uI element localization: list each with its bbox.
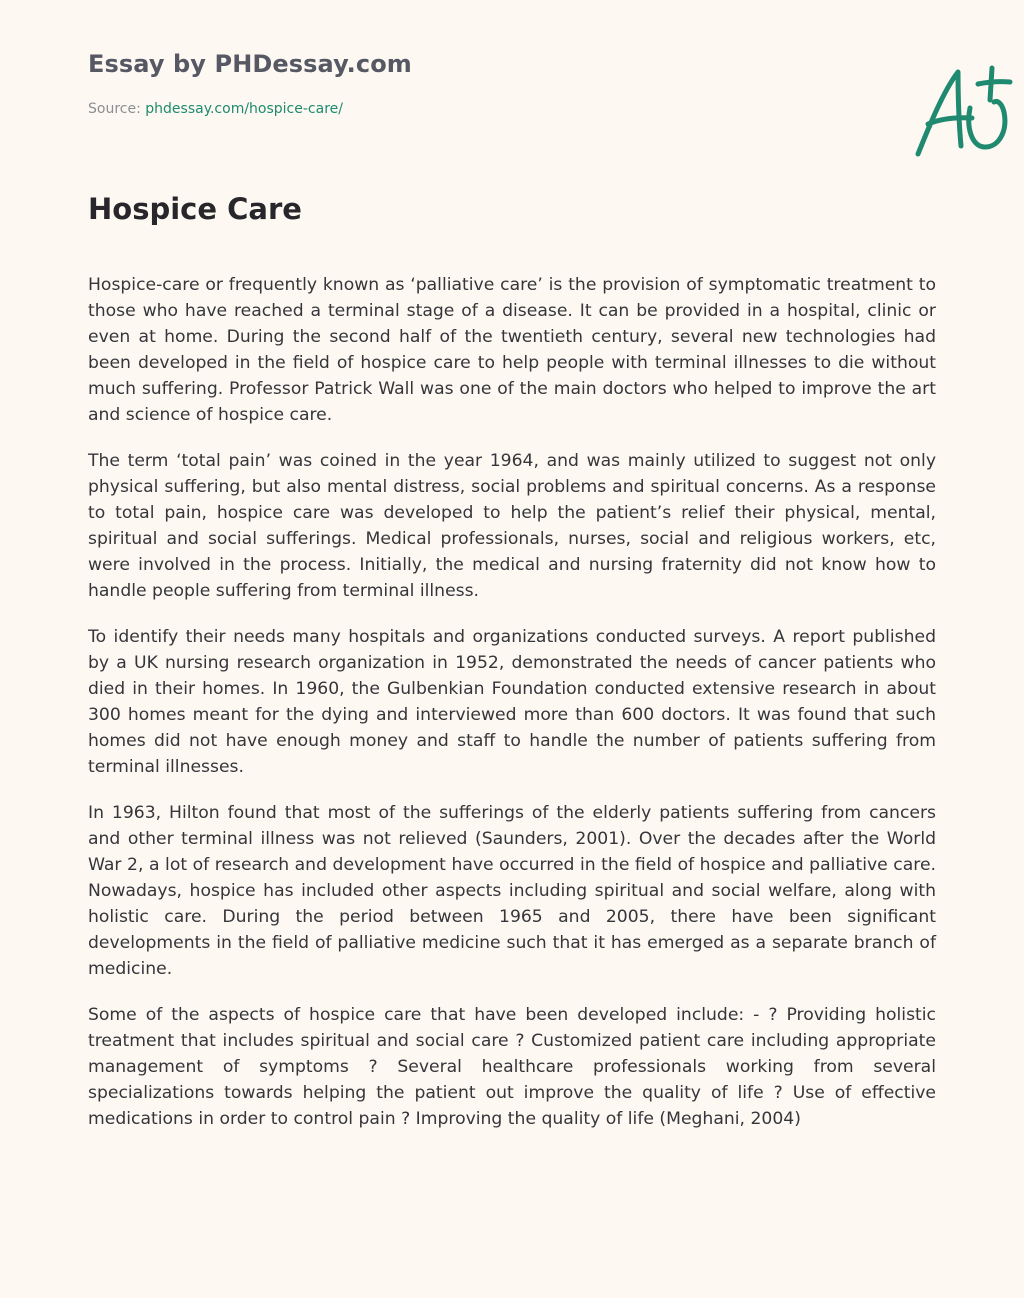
essay-title: Hospice Care [88, 192, 302, 226]
paragraph: The term ‘total pain’ was coined in the year 1964, and was mainly utilized to suggest not only physical suffering, but also mental distress, social problems and spiritual concerns. As a response to total pain, hospice care was developed to help the patient’s relief their physical, mental, spiritual and social sufferings. Medical professionals, nurses, social and religious workers, etc, were involved in the process. Initially, the medical and nursing fraternity did not know how to handle people suffering from terminal illness. [88, 451, 936, 601]
source-link[interactable]: phdessay.com/hospice-care/ [145, 101, 343, 117]
paragraph: To identify their needs many hospitals and organizations conducted surveys. A report published by a UK nursing research organization in 1952, demonstrated the needs of cancer patients who died in their homes. In 1960, the Gulbenkian Foundation conducted extensive research in about 300 homes meant for the dying and interviewed more than 600 doctors. It was found that such homes did not have enough money and staff to handle the number of patients suffering from terminal illnesses. [88, 627, 936, 777]
paragraph: In 1963, Hilton found that most of the sufferings of the elderly patients suffering from cancers and other terminal illness was not relieved (Saunders, 2001). Over the decades after the World War 2, a lot of research and development have occurred in the field of hospice and palliative care. Nowadays, hospice has included other aspects including spiritual and social welfare, along with holistic care. During the period between 1965 and 2005, there have been significant developments in the field of palliative medicine such that it has emerged as a separate branch of medicine. [88, 803, 936, 979]
essay-body [88, 272, 936, 1152]
paragraph: Some of the aspects of hospice care that have been developed include: - ? Providing holistic treatment that includes spiritual and social care ? Customized patient care including appropriate management of symptoms ? Several healthcare professionals working from several specializations towards helping the patient out improve the quality of life ? Use of effective medications in order to control pain ? Improving the quality of life (Meghani, 2004) [88, 1005, 936, 1129]
source-label: Source: [88, 101, 141, 117]
a-plus-logo-icon [912, 62, 1016, 160]
site-brand: Essay by PHDessay.com [88, 50, 412, 78]
source-line [88, 101, 343, 117]
paragraph: Hospice-care or frequently known as ‘palliative care’ is the provision of symptomatic treatment to those who have reached a terminal stage of a disease. It can be provided in a hospital, clinic or even at home. During the second half of the twentieth century, several new technologies had been developed in the field of hospice care to help people with terminal illnesses to die without much suffering. Professor Patrick Wall was one of the main doctors who helped to improve the art and science of hospice care. [88, 275, 936, 425]
